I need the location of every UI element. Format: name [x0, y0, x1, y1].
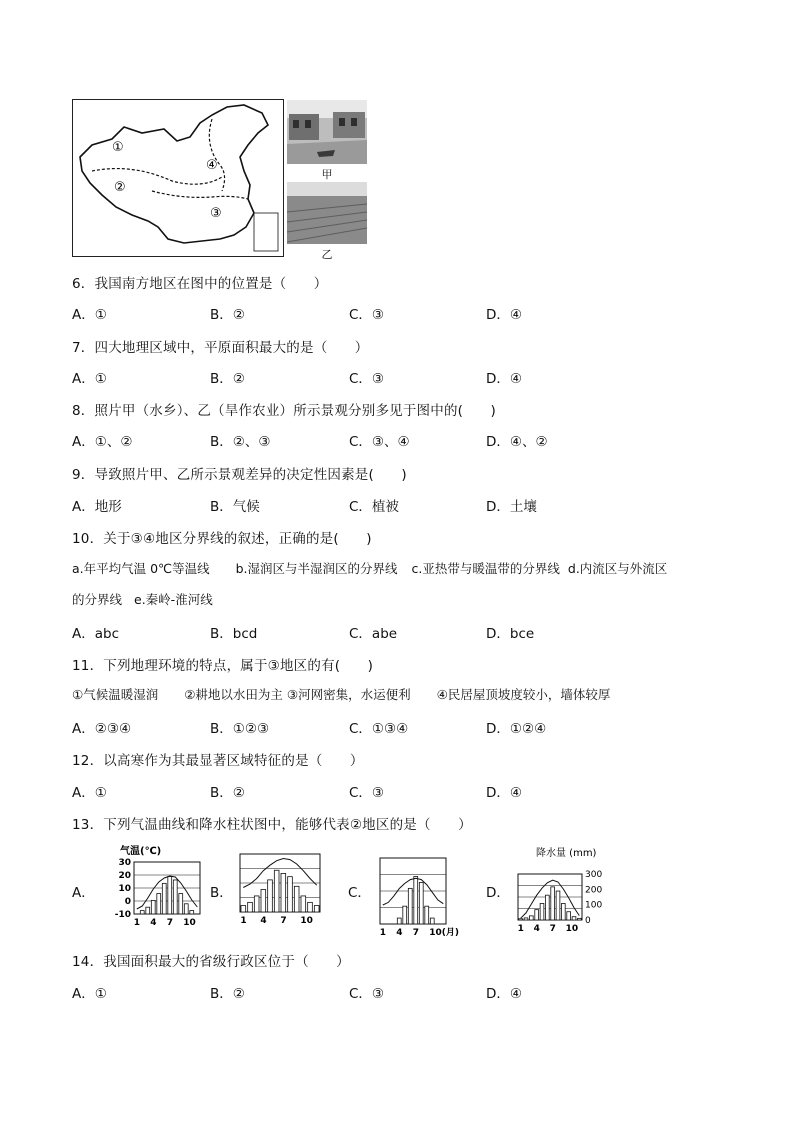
- question-14-stem: 14．我国面积最大的省级行政区位于（ ）: [72, 954, 350, 970]
- y-tick-label: 100: [585, 900, 603, 911]
- china-region-map: [72, 99, 284, 257]
- precip-bar: [254, 896, 259, 912]
- precip-bar: [151, 900, 155, 914]
- question-6-stem: 6．我国南方地区在图中的位置是（ ）: [72, 276, 328, 292]
- option-a[interactable]: A．abc: [72, 626, 119, 642]
- question-8-options: [72, 430, 732, 450]
- question-8-stem: 8．照片甲（水乡）、乙（旱作农业）所示景观分别多见于图中的( ): [72, 403, 496, 419]
- option-a[interactable]: A．地形: [72, 499, 122, 515]
- precip-bar: [419, 882, 423, 924]
- chart-b-letter[interactable]: B．: [210, 885, 233, 901]
- option-a[interactable]: A．①: [72, 785, 107, 801]
- statement-4: ④民居屋顶坡度较小，墙体较厚: [436, 687, 611, 702]
- photo-jia-caption: 甲: [321, 168, 333, 181]
- option-c[interactable]: C．①③④: [349, 721, 409, 737]
- precip-bar: [545, 895, 549, 920]
- x-tick-label: 1: [517, 924, 524, 934]
- option-b[interactable]: B．气候: [210, 499, 260, 515]
- region-label-1: ①: [112, 140, 124, 155]
- chart-d-letter[interactable]: D．: [486, 885, 510, 901]
- x-tick-label: 10: [183, 918, 196, 928]
- option-b[interactable]: B．②: [210, 986, 245, 1002]
- precip-bar: [314, 906, 319, 912]
- precip-bar: [430, 918, 434, 924]
- precip-bar: [403, 906, 407, 924]
- statement-1: ①气候温暖湿润: [72, 687, 159, 702]
- precip-bar: [535, 910, 539, 920]
- option-a[interactable]: A．①: [72, 371, 107, 387]
- region-label-3: ③: [210, 206, 222, 221]
- option-d[interactable]: D．④: [486, 785, 522, 801]
- option-b[interactable]: B．②: [210, 785, 245, 801]
- option-a[interactable]: A．①: [72, 986, 107, 1002]
- option-a[interactable]: A．①、②: [72, 434, 133, 450]
- question-10-options: [72, 622, 732, 642]
- x-tick-label: 4: [396, 928, 403, 938]
- option-d[interactable]: D．bce: [486, 626, 535, 642]
- precip-bar: [241, 906, 246, 912]
- option-c[interactable]: C．③: [349, 986, 385, 1002]
- precip-bar: [261, 890, 266, 912]
- question-11-statements: [72, 685, 610, 703]
- region-label-2: ②: [114, 180, 126, 195]
- x-tick-label: 7: [549, 924, 556, 934]
- y-tick-label: 300: [585, 870, 603, 880]
- option-d[interactable]: D．①②④: [486, 721, 547, 737]
- precip-bar: [308, 902, 313, 912]
- precip-bar: [556, 891, 560, 920]
- option-c[interactable]: C．③: [349, 371, 385, 387]
- precip-bar: [414, 876, 418, 924]
- precip-bar: [425, 906, 429, 924]
- precip-bar: [184, 904, 188, 914]
- y-tick-label: 10: [118, 884, 131, 894]
- option-b[interactable]: B．②: [210, 371, 245, 387]
- precip-bar: [551, 887, 555, 920]
- precip-bar: [397, 918, 401, 924]
- precip-bar: [524, 918, 528, 920]
- x-tick-label: 1: [133, 918, 141, 928]
- option-c[interactable]: C．abe: [349, 626, 398, 642]
- precip-bar: [529, 916, 533, 920]
- question-13-stem: 13．下列气温曲线和降水柱状图中，能够代表②地区的是（ ）: [72, 817, 472, 833]
- question-9-stem: 9．导致照片甲、乙所示景观差异的决定性因素是( ): [72, 467, 407, 483]
- precip-bar: [577, 918, 581, 920]
- option-d[interactable]: D．土壤: [486, 499, 537, 515]
- climate-chart-d: [512, 844, 612, 934]
- y-tick-label: 0: [124, 897, 131, 907]
- option-b[interactable]: B．bcd: [210, 626, 258, 642]
- photo-yi-caption: 乙: [321, 248, 333, 261]
- x-tick-label: 7: [280, 916, 287, 926]
- precip-bar: [288, 877, 293, 912]
- precip-bar: [168, 877, 172, 914]
- option-c[interactable]: C．③: [349, 307, 385, 323]
- precip-bar: [162, 883, 166, 914]
- x-tick-label: 10: [565, 924, 579, 934]
- option-c[interactable]: C．植被: [349, 499, 399, 515]
- y-tick-label: 20: [118, 871, 131, 881]
- chart-c-letter[interactable]: C．: [348, 885, 371, 901]
- option-d[interactable]: D．④、②: [486, 434, 548, 450]
- statement-c: c.亚热带与暖温带的分界线: [411, 561, 560, 576]
- x-tick-label: 7: [412, 928, 420, 938]
- statement-a: a.年平均气温 0℃等温线: [72, 561, 210, 576]
- option-b[interactable]: B．②、③: [210, 434, 271, 450]
- precip-bar: [146, 907, 150, 914]
- x-tick-label: 4: [260, 916, 267, 926]
- statement-2-3: ②耕地以水田为主 ③河网密集，水运便利: [184, 687, 411, 702]
- question-10-stem: 10．关于③④地区分界线的叙述，正确的是( ): [72, 531, 372, 547]
- option-b[interactable]: B．①②③: [210, 721, 270, 737]
- precip-bar: [248, 902, 253, 912]
- region-label-4: ④: [206, 158, 218, 173]
- question-6-options: [72, 303, 732, 323]
- precip-bar: [301, 896, 306, 912]
- question-10-statements-line2: [72, 590, 213, 608]
- precip-bar: [140, 911, 144, 914]
- precip-bar: [281, 873, 286, 912]
- question-11-stem: 11．下列地理环境的特点，属于③地区的有( ): [72, 658, 374, 674]
- precip-bar: [294, 886, 299, 912]
- statement-d-cont: 的分界线: [72, 592, 123, 607]
- precip-bar: [268, 880, 273, 912]
- statement-b: b.湿润区与半湿润区的分界线: [235, 561, 398, 576]
- precip-bar: [408, 888, 412, 924]
- chart-a-letter[interactable]: A．: [72, 885, 95, 901]
- y-axis-label: 降水量 (mm): [536, 848, 597, 859]
- question-14-options: [72, 982, 732, 1002]
- precip-bar: [274, 870, 279, 912]
- x-tick-label: 10: [300, 916, 313, 926]
- x-tick-label: 1: [240, 916, 247, 926]
- option-b[interactable]: B．②: [210, 307, 245, 323]
- statement-e: e.秦岭-淮河线: [134, 592, 213, 607]
- option-c[interactable]: C．③、④: [349, 434, 410, 450]
- climate-chart-b: [234, 848, 326, 928]
- x-tick-label: 4: [533, 924, 540, 934]
- x-tick-label: 4: [150, 918, 157, 928]
- y-axis-label: 气温(℃): [120, 846, 162, 857]
- precip-bar: [173, 880, 177, 914]
- x-tick-label: 7: [166, 918, 174, 928]
- precip-bar: [157, 894, 161, 914]
- precip-bar: [567, 912, 571, 920]
- question-7-options: [72, 367, 732, 387]
- question-12-stem: 12．以高寒作为其最显著区域特征的是（ ）: [72, 753, 364, 769]
- option-a[interactable]: A．②③④: [72, 721, 132, 737]
- question-7-stem: 7．四大地理区域中，平原面积最大的是（ ）: [72, 340, 369, 356]
- climate-chart-a: [108, 844, 208, 928]
- climate-chart-c: [374, 852, 474, 942]
- precip-bar: [572, 917, 576, 920]
- option-a[interactable]: A．①: [72, 307, 107, 323]
- question-10-statements-line1: [72, 559, 667, 577]
- y-tick-label: -10: [114, 910, 131, 920]
- south-sea-inset: [254, 213, 278, 251]
- option-c[interactable]: C．③: [349, 785, 385, 801]
- option-d[interactable]: D．④: [486, 307, 522, 323]
- photo-yi: [287, 182, 367, 244]
- x-tick-label: 10(月): [429, 928, 460, 938]
- option-d[interactable]: D．④: [486, 986, 522, 1002]
- question-11-options: [72, 717, 732, 737]
- precip-bar: [179, 894, 183, 914]
- photo-jia: [287, 100, 367, 164]
- statement-d: d.内流区与外流区: [567, 561, 668, 576]
- precip-bar: [519, 919, 523, 920]
- y-tick-label: 30: [118, 858, 131, 868]
- question-12-options: [72, 781, 732, 801]
- precip-bar: [540, 903, 544, 920]
- precip-bar: [190, 911, 194, 914]
- y-tick-label: 0: [585, 916, 591, 926]
- y-tick-label: 200: [585, 885, 603, 896]
- precip-bar: [561, 903, 565, 920]
- question-9-options: [72, 495, 732, 515]
- option-d[interactable]: D．④: [486, 371, 522, 387]
- x-tick-label: 1: [379, 928, 387, 938]
